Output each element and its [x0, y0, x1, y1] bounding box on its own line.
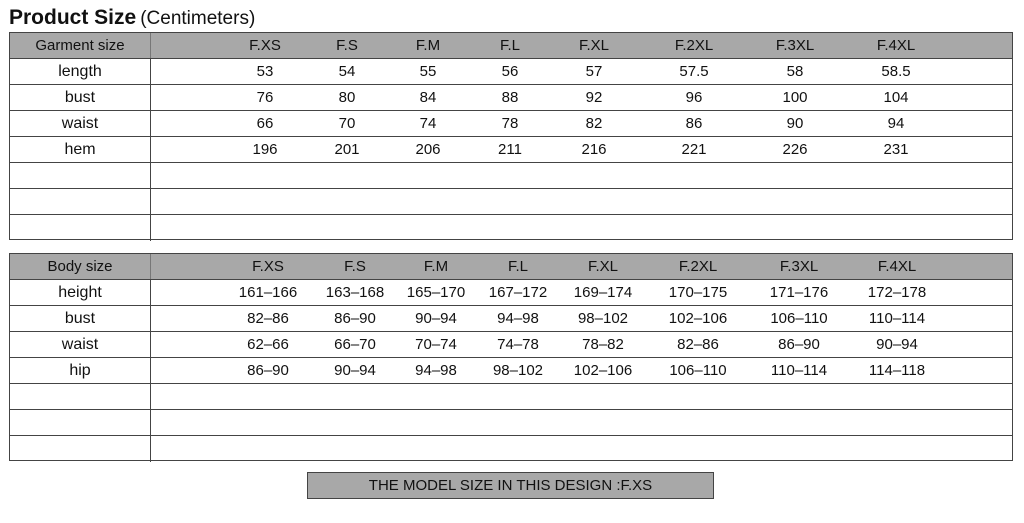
table-cell: 66–70 — [334, 336, 376, 353]
size-header: F.XS — [252, 258, 284, 275]
table-cell: 74 — [419, 115, 437, 132]
table-cell: 58 — [786, 63, 804, 80]
table-cell: 80 — [338, 89, 356, 106]
table-cell: 163–168 — [325, 284, 385, 301]
table-row — [10, 59, 1012, 85]
table-cell: 221 — [681, 141, 707, 158]
table-cell: 161–166 — [238, 284, 298, 301]
empty-row — [10, 384, 1012, 410]
empty-data-cell — [151, 189, 1012, 214]
table-cell: 74–78 — [497, 336, 539, 353]
garment-size-header: Garment size — [10, 33, 151, 58]
table-cell: 196 — [252, 141, 278, 158]
empty-data-cell — [151, 436, 1012, 462]
body-size-table — [9, 253, 1013, 461]
table-cell: 201 — [334, 141, 360, 158]
empty-row — [10, 215, 1012, 241]
garment-size-table — [9, 32, 1013, 240]
table-cell: 88 — [501, 89, 519, 106]
size-header: F.M — [415, 37, 441, 54]
empty-data-cell — [151, 384, 1012, 409]
table-cell: 102–106 — [573, 362, 633, 379]
empty-data-cell — [151, 215, 1012, 241]
table-cell: 82–86 — [677, 336, 719, 353]
table-cell: 70–74 — [415, 336, 457, 353]
row-label: hem — [10, 137, 151, 162]
table-cell: 56 — [501, 63, 519, 80]
table-cell: 86–90 — [778, 336, 820, 353]
size-header: F.XL — [587, 258, 618, 275]
size-header: F.L — [507, 258, 528, 275]
table-cell: 78–82 — [582, 336, 624, 353]
row-label: hip — [10, 358, 151, 383]
row-label: height — [10, 280, 151, 305]
table-cell: 114–118 — [868, 362, 926, 379]
table-cell: 106–110 — [669, 362, 727, 379]
table-cell: 86–90 — [247, 362, 289, 379]
table-row — [10, 332, 1012, 358]
table-header-row — [10, 254, 1012, 280]
page-title — [9, 5, 255, 31]
size-header: F.4XL — [877, 258, 917, 275]
table-cell: 54 — [338, 63, 356, 80]
title-unit: (Centimeters) — [140, 8, 256, 29]
table-cell: 100 — [782, 89, 808, 106]
table-cell: 216 — [581, 141, 607, 158]
table-cell: 86–90 — [334, 310, 376, 327]
size-header: F.XL — [578, 37, 609, 54]
table-cell: 53 — [256, 63, 274, 80]
empty-row — [10, 163, 1012, 189]
table-cell: 110–114 — [868, 310, 926, 327]
table-cell: 94–98 — [497, 310, 539, 327]
table-cell: 78 — [501, 115, 519, 132]
table-cell: 76 — [256, 89, 274, 106]
empty-data-cell — [151, 410, 1012, 435]
table-cell: 94 — [887, 115, 905, 132]
size-header: F.3XL — [775, 37, 815, 54]
empty-row — [10, 436, 1012, 462]
empty-label-cell — [10, 189, 151, 214]
table-cell: 104 — [883, 89, 909, 106]
table-cell: 82 — [585, 115, 603, 132]
size-header: F.S — [336, 37, 358, 54]
size-header: F.2XL — [678, 258, 718, 275]
size-header: F.M — [423, 258, 449, 275]
empty-row — [10, 189, 1012, 215]
table-cell: 231 — [883, 141, 909, 158]
table-row — [10, 358, 1012, 384]
table-cell: 110–114 — [770, 362, 828, 379]
empty-label-cell — [10, 410, 151, 435]
table-cell: 102–106 — [668, 310, 728, 327]
size-header: F.XS — [249, 37, 281, 54]
table-cell: 84 — [419, 89, 437, 106]
empty-label-cell — [10, 436, 151, 462]
table-cell: 211 — [498, 141, 522, 158]
table-cell: 90–94 — [876, 336, 918, 353]
table-cell: 90–94 — [334, 362, 376, 379]
table-cell: 66 — [256, 115, 274, 132]
table-cell: 86 — [685, 115, 703, 132]
empty-data-cell — [151, 163, 1012, 188]
size-header: F.2XL — [674, 37, 714, 54]
table-cell: 98–102 — [492, 362, 544, 379]
table-cell: 172–178 — [867, 284, 927, 301]
empty-row — [10, 410, 1012, 436]
table-cell: 90–94 — [415, 310, 457, 327]
table-cell: 55 — [419, 63, 437, 80]
table-cell: 167–172 — [488, 284, 548, 301]
table-cell: 70 — [338, 115, 356, 132]
table-cell: 58.5 — [881, 63, 911, 80]
row-label: length — [10, 59, 151, 84]
table-cell: 92 — [585, 89, 603, 106]
table-row — [10, 280, 1012, 306]
title-main: Product Size — [9, 6, 137, 29]
table-row — [10, 306, 1012, 332]
empty-label-cell — [10, 163, 151, 188]
model-size-note: THE MODEL SIZE IN THIS DESIGN :F.XS — [307, 472, 714, 499]
table-cell: 94–98 — [415, 362, 457, 379]
table-row — [10, 85, 1012, 111]
row-label: bust — [10, 306, 151, 331]
row-label: waist — [10, 111, 151, 136]
table-cell: 169–174 — [573, 284, 633, 301]
table-cell: 96 — [685, 89, 703, 106]
table-row — [10, 137, 1012, 163]
table-cell: 90 — [786, 115, 804, 132]
table-cell: 82–86 — [247, 310, 289, 327]
row-label: bust — [10, 85, 151, 110]
table-cell: 206 — [415, 141, 441, 158]
table-cell: 106–110 — [770, 310, 828, 327]
table-cell: 62–66 — [247, 336, 289, 353]
size-header: F.L — [499, 37, 520, 54]
size-header: F.4XL — [876, 37, 916, 54]
size-header: F.S — [344, 258, 366, 275]
empty-label-cell — [10, 215, 151, 241]
row-label: waist — [10, 332, 151, 357]
size-header: F.3XL — [779, 258, 819, 275]
body-size-header: Body size — [10, 254, 151, 279]
table-cell: 226 — [782, 141, 808, 158]
empty-label-cell — [10, 384, 151, 409]
table-cell: 170–175 — [668, 284, 728, 301]
table-cell: 165–170 — [406, 284, 466, 301]
table-cell: 98–102 — [577, 310, 629, 327]
table-header-row — [10, 33, 1012, 59]
table-row — [10, 111, 1012, 137]
table-cell: 171–176 — [769, 284, 829, 301]
table-cell: 57 — [585, 63, 603, 80]
table-cell: 57.5 — [679, 63, 709, 80]
